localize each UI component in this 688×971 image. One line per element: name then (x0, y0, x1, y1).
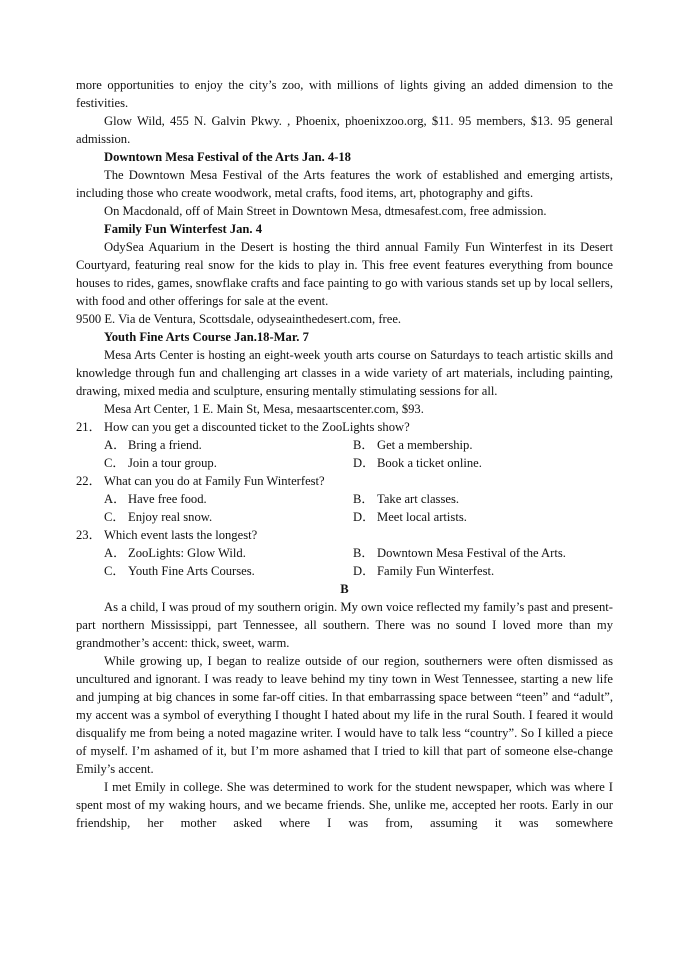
event-body-winterfest: OdySea Aquarium in the Desert is hosting the third annual Family Fun Winterfest in its Desert Courtyard, featuring real snow for the kids to play in. This free event features everything from bounce houses to rides, games, snowflake crafts and face painting to go with various stands set up by local sellers, with food and other offerings for sale at the event. (76, 240, 613, 308)
event-title-youth-arts: Youth Fine Arts Course Jan.18-Mar. 7 (104, 330, 309, 344)
question-text: Which event lasts the longest? (104, 528, 258, 542)
zoo-info: Glow Wild, 455 N. Galvin Pkwy. , Phoenix, phoenixzoo.org, $11. 95 members, $13. 95 general admission. (76, 114, 613, 146)
document-page (76, 76, 613, 832)
option-d[interactable]: D． Meet local artists. (353, 510, 467, 524)
option-c[interactable]: C． Join a tour group. (104, 456, 217, 470)
question-22-options (76, 490, 613, 526)
question-23-options (76, 544, 613, 580)
passage-paragraph: I met Emily in college. She was determined to work for the student newspaper, which was where I spent most of my waking hours, and we became friends. She, unlike me, accepted her roots. Early in our friendship, her mother asked where I was from, assuming it was somewhere (76, 780, 613, 830)
question-number: 22． (76, 474, 102, 488)
event-info-mesa-festival: On Macdonald, off of Main Street in Downtown Mesa, dtmesafest.com, free admission. (104, 204, 547, 218)
event-title-mesa-festival: Downtown Mesa Festival of the Arts Jan. 4-18 (104, 150, 351, 164)
option-b[interactable]: B． Get a membership. (353, 438, 473, 452)
event-title-winterfest: Family Fun Winterfest Jan. 4 (104, 222, 263, 236)
question-text: What can you do at Family Fun Winterfest? (104, 474, 325, 488)
option-d[interactable]: D． Book a ticket online. (353, 456, 482, 470)
zoo-continuation: more opportunities to enjoy the city’s zoo, with millions of lights giving an added dimension to the festivities. (76, 78, 613, 110)
event-info-winterfest: 9500 E. Via de Ventura, Scottsdale, odyseainthedesert.com, free. (76, 312, 402, 326)
option-a[interactable]: A． Have free food. (104, 492, 207, 506)
question-number: 21． (76, 420, 102, 434)
event-info-youth-arts: Mesa Art Center, 1 E. Main St, Mesa, mesaartscenter.com, $93. (104, 402, 424, 416)
option-a[interactable]: A． Bring a friend. (104, 438, 202, 452)
passage-paragraph: As a child, I was proud of my southern origin. My own voice reflected my family’s past and present-part northern Mississippi, part Tennessee, all southern. There was no sound I loved more than my grandmother’s accent: thick, sweet, warm. (76, 600, 613, 650)
option-d[interactable]: D． Family Fun Winterfest. (353, 564, 495, 578)
option-a[interactable]: A． ZooLights: Glow Wild. (104, 546, 246, 560)
option-b[interactable]: B． Take art classes. (353, 492, 459, 506)
option-c[interactable]: C． Youth Fine Arts Courses. (104, 564, 255, 578)
question-21-options (76, 436, 613, 472)
question-23 (76, 526, 613, 544)
question-number: 23． (76, 528, 102, 542)
option-b[interactable]: B． Downtown Mesa Festival of the Arts. (353, 546, 566, 560)
question-21 (76, 418, 613, 436)
section-b-heading: B (340, 582, 349, 596)
option-c[interactable]: C． Enjoy real snow. (104, 510, 213, 524)
question-text: How can you get a discounted ticket to the ZooLights show? (104, 420, 410, 434)
passage-paragraph: While growing up, I began to realize outside of our region, southerners were often dismissed as uncultured and ignorant. I was ready to leave behind my tiny town in West Tennessee, starting a new life and jumping at big chances in some far-off cities. In that embarrassing space between “teen” and “adult”, my accent was a symbol of everything I thought I hated about my life in the rural South. I feared it would disqualify me from being a noted magazine writer. I would have to talk less “country”. So I killed a piece of myself. I’m ashamed of it, but I’m more ashamed that I tried to kill that part of someone else-change Emily’s accent. (76, 654, 613, 776)
event-body-mesa-festival: The Downtown Mesa Festival of the Arts features the work of established and emerging artists, including those who create woodwork, metal crafts, food items, art, photography and gifts. (76, 168, 613, 200)
question-22 (76, 472, 613, 490)
event-body-youth-arts: Mesa Arts Center is hosting an eight-week youth arts course on Saturdays to teach artistic skills and knowledge through fun and challenging art classes in a wide variety of art materials, including painting, drawing, mixed media and sculpture, ensuring mentally stimulating sessions for all. (76, 348, 613, 398)
